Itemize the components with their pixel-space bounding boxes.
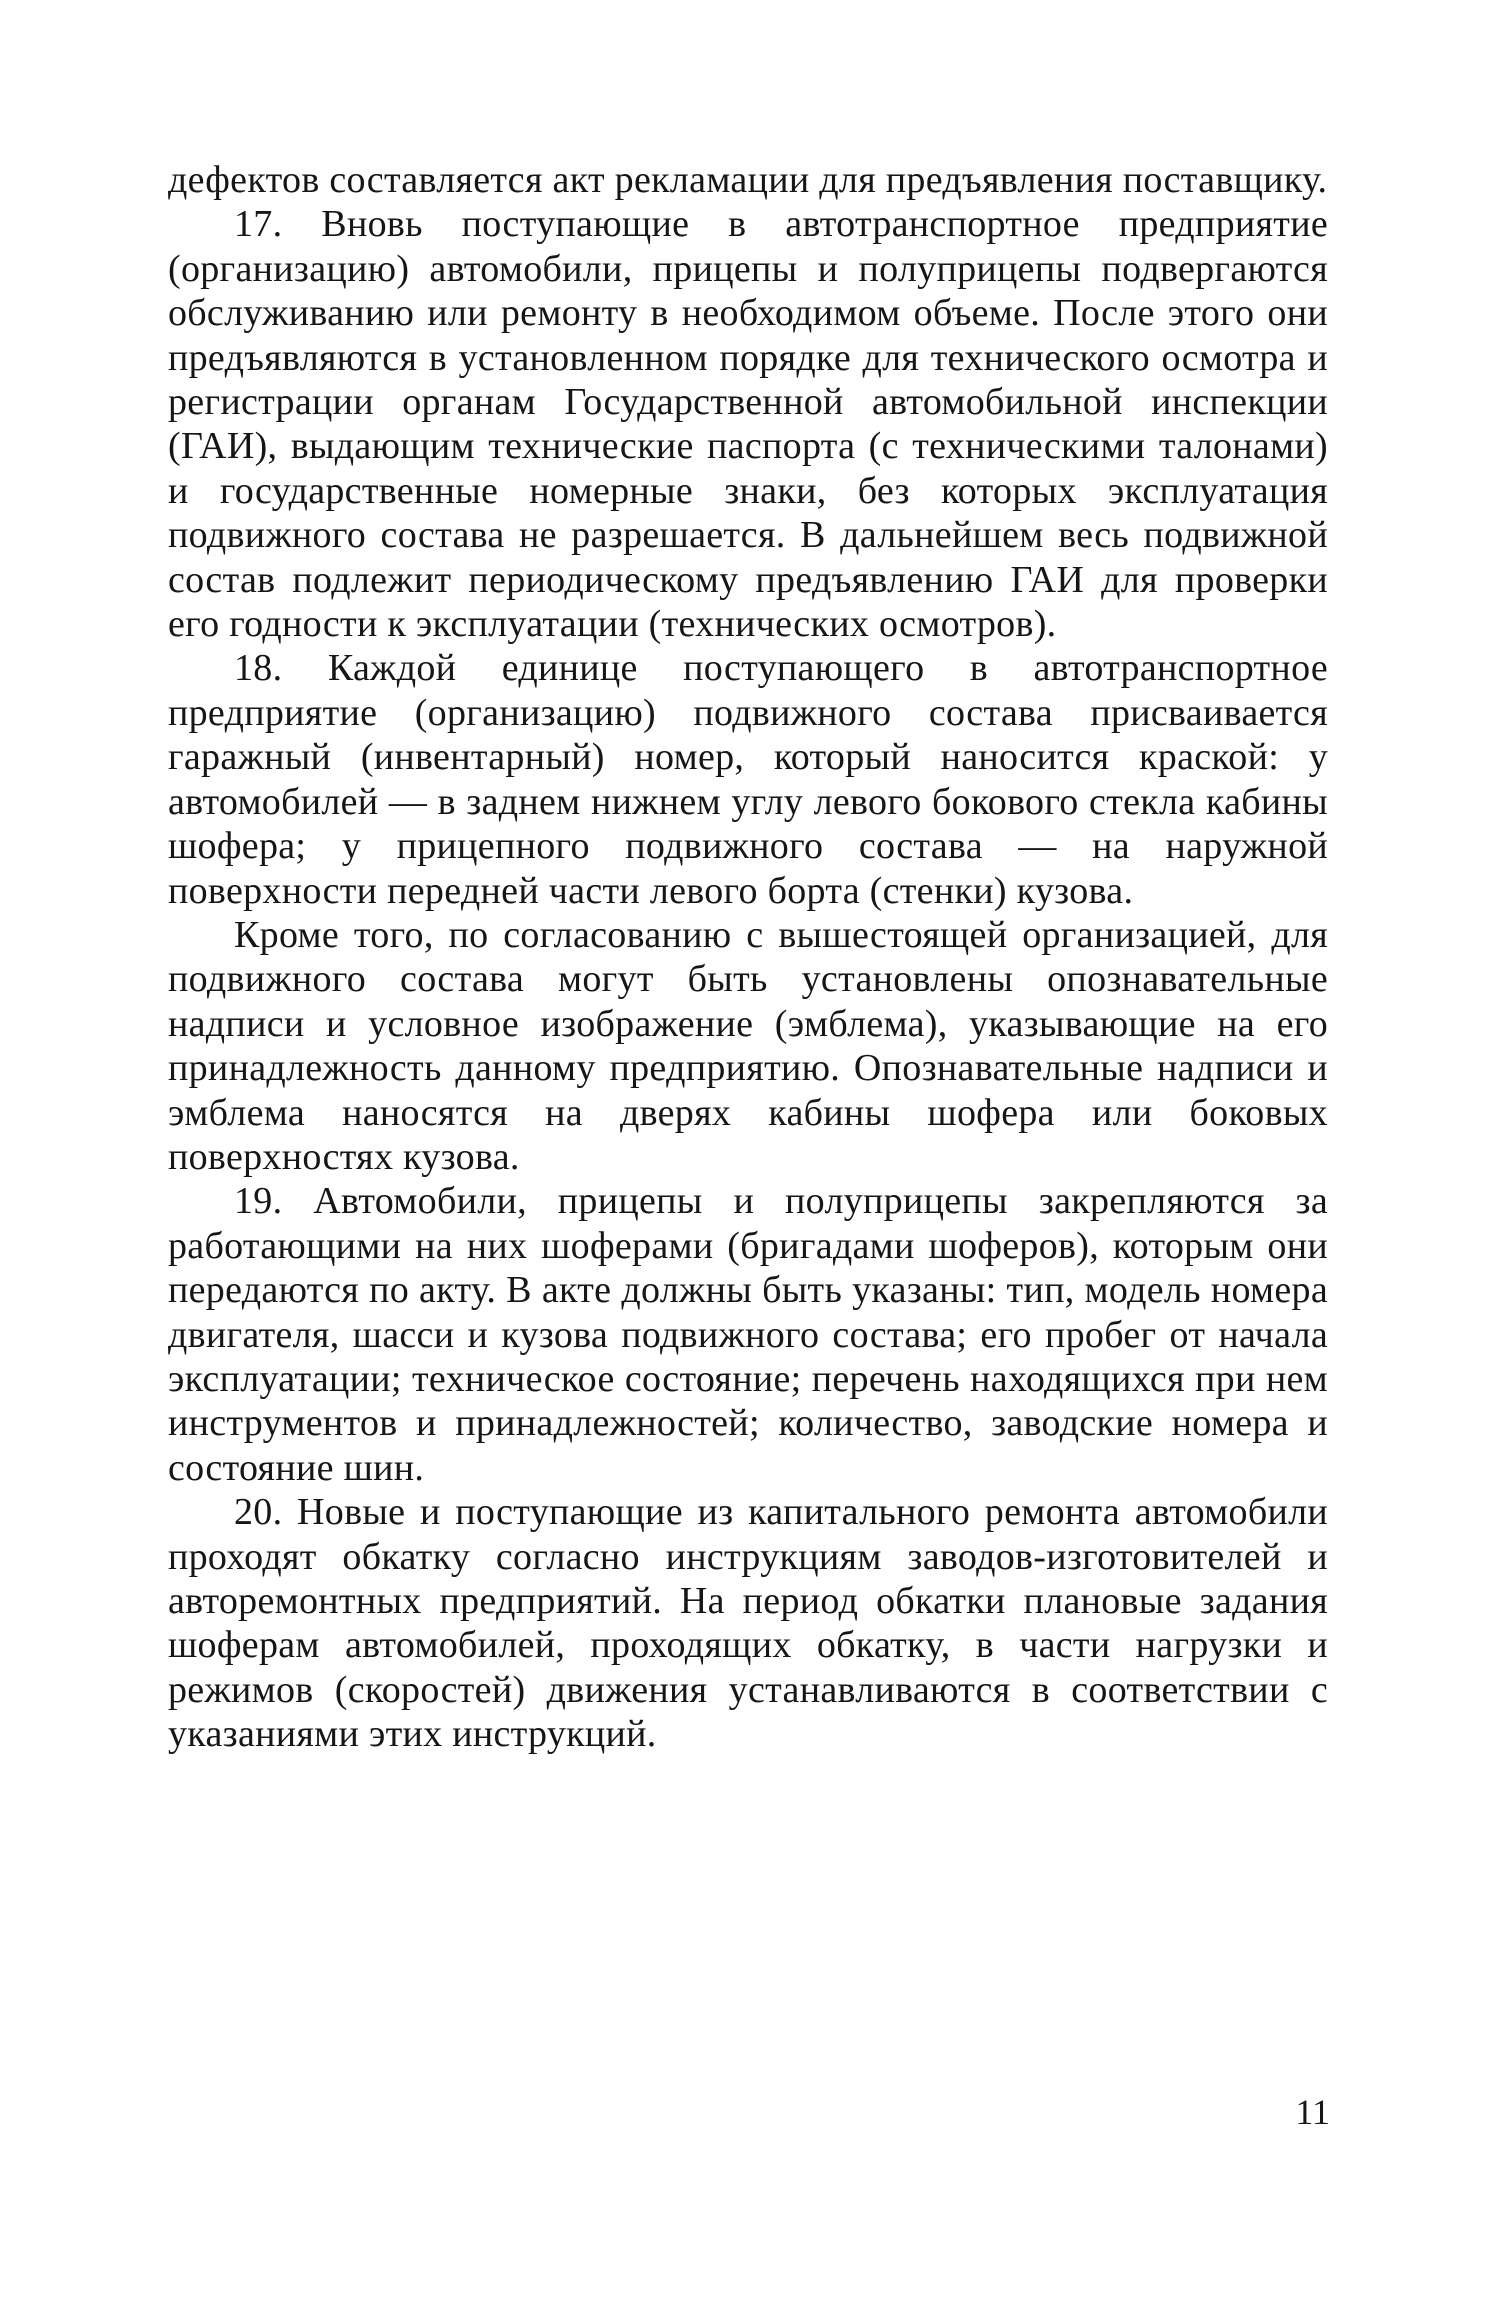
paragraph-19: 19. Автомобили, прицепы и полуприцепы закрепляются за работающими на них шоферами (бригадами шоферов), которым они передаются по акту. В акте должны быть указаны: тип, модель номера двигателя, шасси и кузова подвижного состава; его пробег от начала эксплуатации; техническое состояние; перечень находящихся при нем инструментов и принадлежностей; количество, заводские номера и состояние шин. xyxy=(168,1180,1328,1489)
paragraph-continuation: дефектов составляется акт рекламации для предъявления поставщику. xyxy=(168,159,1328,201)
paragraph-17: 17. Вновь поступающие в автотранспортное предприятие (организацию) автомобили, прицепы и полуприцепы подвергаются обслуживанию или ремонту в необходимом объеме. После этого они предъявляются в установленном порядке для технического осмотра и регистрации органам Государственной автомобильной инспекции (ГАИ), выдающим технические паспорта (с техническими талонами) и государственные номерные знаки, без которых эксплуатация подвижного состава не разрешается. В дальнейшем весь подвижной состав подлежит периодическому предъявлению ГАИ для проверки его годности к эксплуатации (технических осмотров). xyxy=(168,203,1328,646)
paragraph-18-continued: Кроме того, по согласованию с вышестоящей организацией, для подвижного состава могут быть установлены опознавательные надписи и условное изображение (эмблема), указывающие на его принадлежность данному предприятию. Опознавательные надписи и эмблема наносятся на дверях кабины шофера или боковых поверхностях кузова. xyxy=(168,913,1328,1178)
paragraph-18: 18. Каждой единице поступающего в автотранспортное предприятие (организацию) подвижного состава присваивается гаражный (инвентарный) номер, который наносится краской: у автомобилей — в заднем нижнем углу левого бокового стекла кабины шофера; у прицепного подвижного состава — на наружной поверхности передней части левого борта (стенки) кузова. xyxy=(168,647,1328,912)
paragraph-20: 20. Новые и поступающие из капитального ремонта автомобили проходят обкатку согласно инструкциям заводов-изготовителей и авторемонтных предприятий. На период обкатки плановые задания шоферам автомобилей, проходящих обкатку, в части нагрузки и режимов (скоростей) движения устанавливаются в соответствии с указаниями этих инструкций. xyxy=(168,1491,1328,1756)
page-number: 11 xyxy=(1295,2092,1330,2132)
body-text xyxy=(168,158,1328,1757)
